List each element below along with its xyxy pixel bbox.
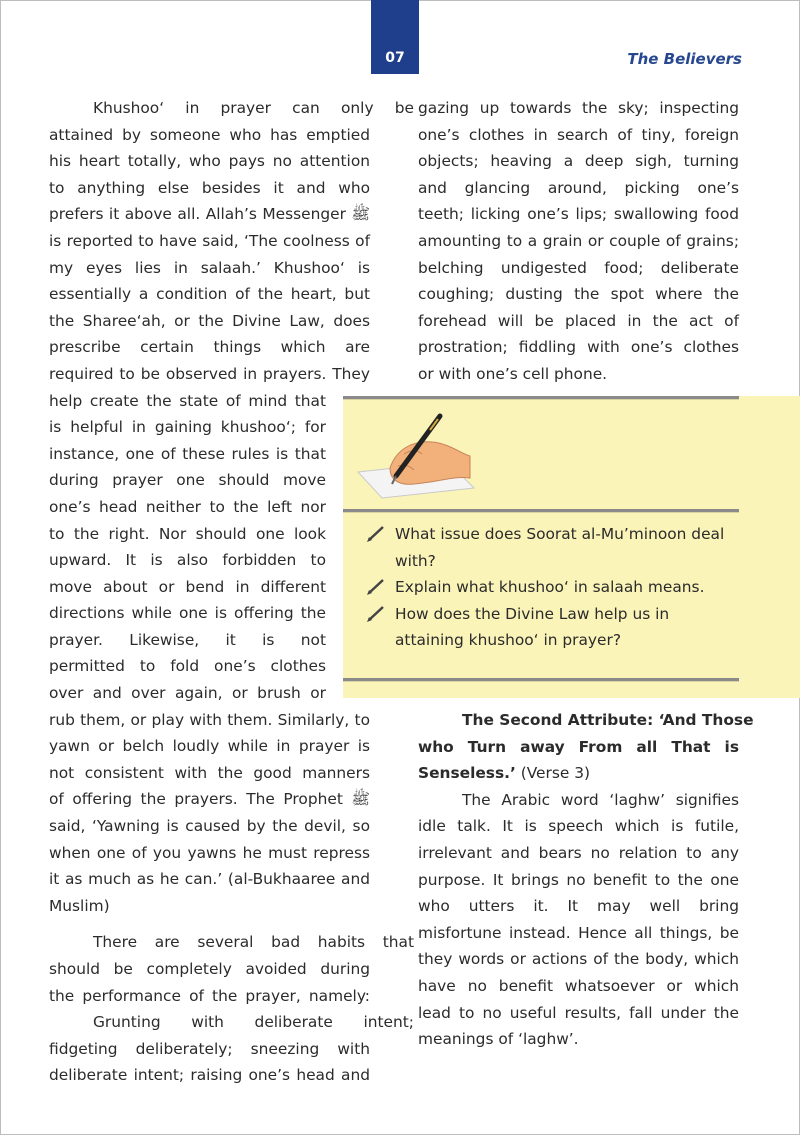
text-line: teeth; licking one’s lips; swallowing food — [418, 205, 739, 224]
text-line: irrelevant and bears no relation to any — [418, 843, 739, 862]
heading-bold-text: Senseless.’ — [418, 764, 516, 783]
box-rule-top — [343, 396, 739, 400]
text-line: it as much as he can.’ (al-Bukhaaree and — [49, 870, 370, 889]
text-line: belching undigested food; deliberate — [418, 258, 739, 277]
box-rule-bottom — [343, 678, 739, 682]
text-line: yawn or belch loudly while in prayer is — [49, 737, 370, 756]
text-line: over and over again, or brush or — [49, 684, 326, 703]
right-column-top — [418, 95, 739, 388]
verse-reference: (Verse 3) — [515, 764, 591, 783]
text-line: one’s clothes in search of tiny, foreign — [418, 125, 739, 144]
text-line: directions while one is offering the — [49, 604, 326, 623]
text-line: objects; heaving a deep sigh, turning — [418, 152, 739, 171]
question-text: How does the Divine Law help us in — [395, 604, 670, 623]
text-line: to the right. Nor should one look — [49, 524, 326, 543]
text-line: idle talk. It is speech which is futile, — [418, 817, 739, 836]
text-line: The Arabic word ‘laghw’ signifies — [462, 790, 739, 809]
text-line: his heart totally, who pays no attention — [49, 152, 370, 171]
box-rule-middle — [343, 509, 739, 513]
text-line: move about or bend in different — [49, 577, 326, 596]
text-line: the Sharee‘ah, or the Divine Law, does — [49, 311, 370, 330]
text-line: during prayer one should move — [49, 471, 326, 490]
questions-list — [366, 521, 738, 654]
text-line: or with one’s cell phone. — [418, 364, 608, 383]
question-item — [366, 521, 738, 574]
pencil-icon — [366, 523, 386, 543]
text-line: permitted to fold one’s clothes — [49, 657, 326, 676]
text-line: essentially a condition of the heart, but — [49, 285, 370, 304]
text-line: instance, one of these rules is that — [49, 444, 326, 463]
text-line: Muslim) — [49, 896, 110, 915]
text-line: prostration; fiddling with one’s clothes — [418, 338, 739, 357]
text-line: when one of you yawns he must repress — [49, 843, 370, 862]
question-item — [366, 574, 738, 601]
right-column-bottom — [418, 707, 754, 1053]
chapter-title: The Believers — [627, 50, 742, 68]
text-line: prefers it above all. Allah’s Messenger ﷺ — [49, 205, 370, 224]
text-line: purpose. It brings no benefit to the one — [418, 870, 739, 889]
text-line: prescribe certain things which are — [49, 338, 370, 357]
text-line: my eyes lies in salaah.’ Khushoo‘ is — [49, 258, 370, 277]
text-line: one’s head neither to the left nor — [49, 497, 326, 516]
text-line: upward. It is also forbidden to — [49, 551, 326, 570]
question-item — [366, 601, 738, 654]
text-line: to anything else besides it and who — [49, 178, 370, 197]
text-line: attained by someone who has emptied — [49, 125, 370, 144]
text-line: deliberate intent; raising one’s head and — [49, 1066, 370, 1085]
text-line: should be completely avoided during — [49, 960, 370, 978]
section-heading-line: The Second Attribute: ‘And Those — [462, 711, 754, 729]
text-line: is reported to have said, ‘The coolness of — [49, 231, 370, 250]
question-text: What issue does Soorat al-Mu’minoon deal — [395, 525, 725, 543]
text-line: of offering the prayers. The Prophet ﷺ — [49, 790, 370, 809]
text-line: required to be observed in prayers. They — [49, 364, 370, 383]
text-line: lead to no useful results, fall under the — [418, 1003, 739, 1022]
text-line: Grunting with deliberate intent; — [93, 1013, 414, 1032]
text-line: misfortune instead. Hence all things, be — [418, 923, 739, 942]
text-line: and glancing around, picking one’s — [418, 178, 739, 197]
question-text: attaining khushoo‘ in prayer? — [395, 631, 621, 650]
pencil-icon — [366, 603, 386, 623]
text-line: Khushoo‘ in prayer can only be — [93, 99, 414, 117]
text-line: prayer. Likewise, it is not — [49, 630, 326, 649]
hand-writing-icon — [352, 410, 482, 500]
text-line: forehead will be placed in the act of — [418, 311, 739, 330]
text-line: said, ‘Yawning is caused by the devil, so — [49, 817, 370, 836]
text-line: who utters it. It may well bring — [418, 897, 739, 916]
text-line: they words or actions of the body, which — [418, 950, 739, 969]
section-heading-line: who Turn away From all That is — [418, 737, 739, 756]
text-line: have no benefit whatsoever or which — [418, 976, 739, 995]
text-line: gazing up towards the sky; inspecting — [418, 99, 739, 117]
text-line: not consistent with the good manners — [49, 763, 370, 782]
text-line: rub them, or play with them. Similarly, to — [49, 710, 370, 729]
question-text: with? — [395, 551, 436, 570]
text-line: the performance of the prayer, namely: — [49, 986, 370, 1005]
text-line: coughing; dusting the spot where the — [418, 285, 739, 304]
question-text: Explain what khushoo‘ in salaah means. — [395, 578, 705, 597]
text-line: fidgeting deliberately; sneezing with — [49, 1039, 370, 1058]
section-heading-line — [418, 760, 739, 787]
text-line: amounting to a grain or couple of grains; — [418, 231, 739, 250]
page-number: 07 — [371, 0, 419, 74]
text-line: meanings of ‘laghw’. — [418, 1030, 579, 1049]
pencil-icon — [366, 576, 386, 596]
text-line: There are several bad habits that — [93, 933, 414, 952]
text-line: is helpful in gaining khushoo‘; for — [49, 418, 326, 437]
text-line: help create the state of mind that — [49, 391, 326, 410]
